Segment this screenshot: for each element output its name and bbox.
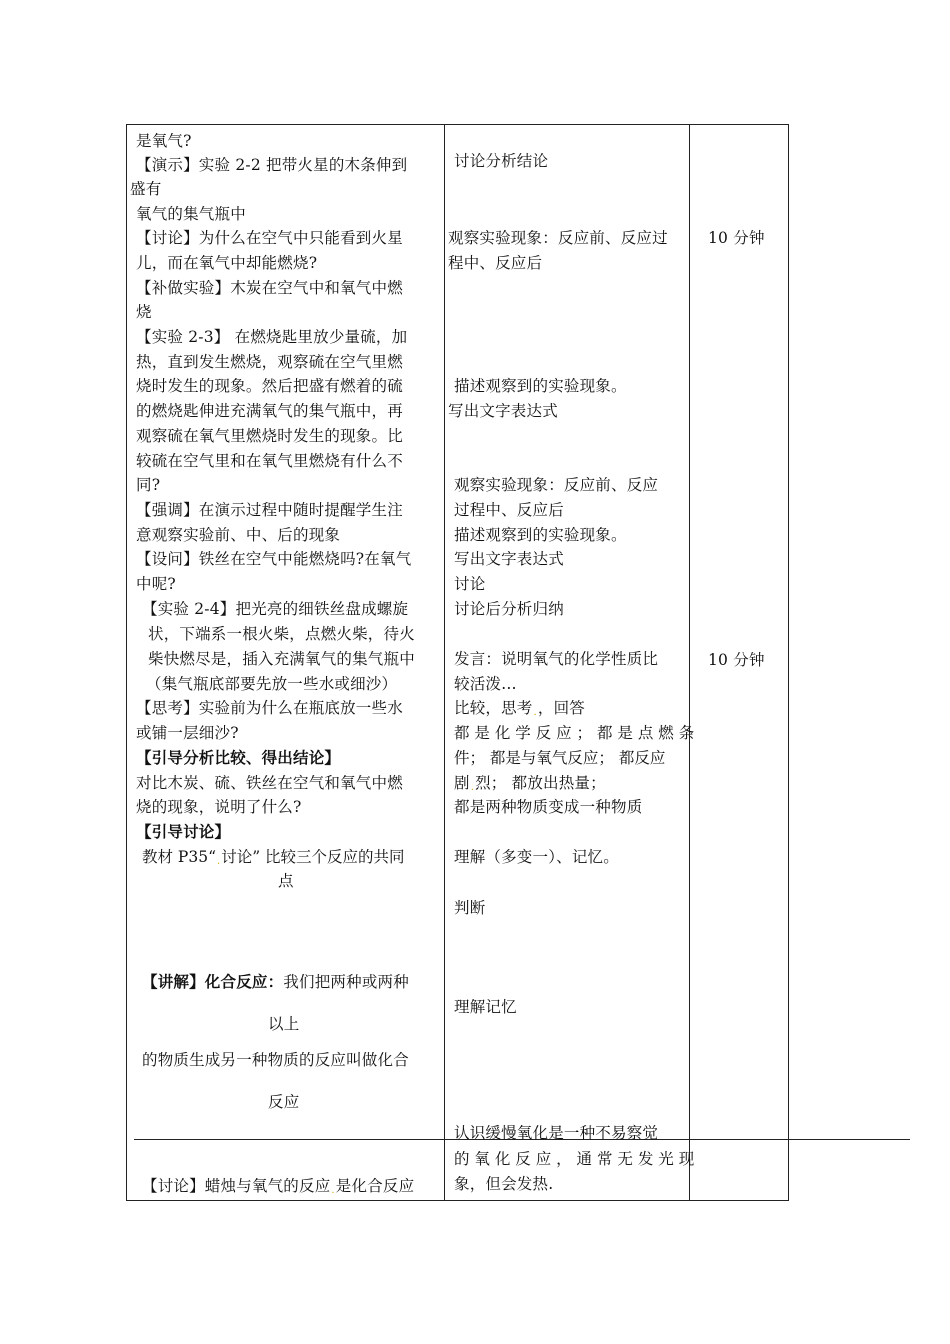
col2-line: 写出文字表达式 [448, 402, 558, 420]
col2-line: 描述观察到的实验现象。 [454, 377, 627, 395]
col1-line: 【补做实验】木炭在空气中和氧气中燃 [136, 279, 403, 297]
col1-line: 【强调】在演示过程中随时提醒学生注 [136, 501, 403, 519]
col1-text: 我们把两种或两种 [283, 973, 409, 991]
time-allocation: 10 分钟 [708, 229, 765, 247]
col2-line: 判断 [454, 899, 486, 917]
col1-line: 【实验 2-4】把光亮的细铁丝盘成螺旋 [142, 600, 409, 618]
col2-text: 比较，思考 [454, 699, 533, 717]
col1-line: 同? [136, 476, 161, 494]
col1-text: 【讨论】蜡烛与氧气的反应 [142, 1177, 331, 1195]
col1-line: 反应 [268, 1093, 300, 1111]
col2-line: 理解记忆 [454, 998, 517, 1016]
col1-line: 的燃烧匙伸进充满氧气的集气瓶中，再 [136, 402, 403, 420]
col1-line [142, 972, 409, 992]
col1-line: 以上 [268, 1015, 300, 1033]
col1-line: 【实验 2-3】 在燃烧匙里放少量硫，加 [136, 328, 408, 346]
col1-line: 烧时发生的现象。然后把盛有燃着的硫 [136, 377, 403, 395]
col2-line: 件； 都是与氧气反应； 都反应 [454, 749, 666, 767]
col1-line: 热，直到发生燃烧，观察硫在空气里燃 [136, 353, 403, 371]
col2-line: 都 是 化 学 反 应 ； 都 是 点 燃 条 [454, 724, 695, 742]
col1-line: 柴快燃尽是，插入充满氧气的集气瓶中 [148, 650, 415, 668]
col1-line: 较硫在空气里和在氧气里燃烧有什么不 [136, 452, 403, 470]
col2-line: 较活泼… [454, 675, 517, 693]
small-mark: . [217, 856, 221, 867]
col1-line: 或铺一层细沙? [136, 724, 239, 742]
col1-text: 教材 P35“ [142, 848, 217, 866]
column-divider-2 [689, 124, 690, 1201]
col1-line: 是氧气? [136, 132, 192, 150]
col2-line: 讨论 [454, 575, 486, 593]
col1-line: 烧的现象，说明了什么? [136, 798, 302, 816]
col1-line: 【讨论】为什么在空气中只能看到火星 [136, 229, 403, 247]
col2-text: 剧 [454, 774, 470, 792]
col1-line: （集气瓶底部要先放一些水或细沙） [146, 675, 398, 693]
col1-heading: 【引导讨论】 [136, 822, 231, 841]
small-mark: . [533, 707, 537, 718]
col2-line: 象，但会发热. [454, 1175, 554, 1193]
col2-line: 写出文字表达式 [454, 550, 564, 568]
col1-line: 氧气的集气瓶中 [136, 205, 246, 223]
col1-line: 点 [278, 872, 294, 890]
col1-line [142, 1176, 414, 1201]
col1-line: 【设问】铁丝在空气中能燃烧吗?在氧气 [136, 550, 412, 568]
small-mark: . [331, 1185, 335, 1196]
col1-line: 盛有 [130, 180, 162, 198]
col2-line: 观察实验现象：反应前、反应 [454, 476, 659, 494]
col2-line: 程中、反应后 [448, 254, 543, 272]
col1-heading: 【引导分析比较、得出结论】 [136, 748, 341, 767]
col2-text: 烈； 都放出热量； [475, 774, 606, 792]
col1-term: 【讲解】化合反应： [142, 972, 284, 991]
col2-line: 讨论分析结论 [454, 152, 549, 170]
col2-text: ，回答 [537, 699, 586, 717]
column-divider-1 [444, 124, 445, 1201]
col2-line [454, 773, 606, 798]
col1-line: 状，下端系一根火柴，点燃火柴，待火 [148, 625, 415, 643]
col1-line: 对比木炭、硫、铁丝在空气和氧气中燃 [136, 774, 403, 792]
col2-line: 讨论后分析归纳 [454, 600, 564, 618]
col1-line: 【思考】实验前为什么在瓶底放一些水 [136, 699, 403, 717]
col1-line: 的物质生成另一种物质的反应叫做化合 [142, 1051, 409, 1069]
col1-line: 烧 [136, 303, 152, 321]
col2-line: 认识缓慢氧化是一种不易察觉 [454, 1124, 659, 1142]
col2-line: 描述观察到的实验现象。 [454, 526, 627, 544]
col2-line: 都是两种物质变成一种物质 [454, 798, 643, 816]
col1-text: 是化合反应 [335, 1177, 415, 1195]
col2-line: 的 氧 化 反 应 ， 通 常 无 发 光 现 [454, 1150, 695, 1168]
col1-line: 观察硫在氧气里燃烧时发生的现象。比 [136, 427, 403, 445]
col2-line [454, 698, 585, 723]
col2-line: 观察实验现象：反应前、反应过 [448, 229, 668, 247]
col1-text: 讨论” 比较三个反应的共同 [221, 848, 405, 866]
col2-line: 过程中、反应后 [454, 501, 564, 519]
time-allocation: 10 分钟 [708, 651, 765, 669]
col2-line: 发言：说明氧气的化学性质比 [454, 650, 659, 668]
col1-line: 【演示】实验 2-2 把带火星的木条伸到 [136, 156, 408, 174]
col1-line: 意观察实验前、中、后的现象 [136, 526, 341, 544]
col2-line: 理解（多变一）、记忆。 [454, 848, 619, 866]
col1-line [142, 847, 405, 872]
small-mark: . [470, 782, 475, 793]
col1-line: 中呢? [136, 575, 176, 593]
col1-line: 儿，而在氧气中却能燃烧? [136, 254, 318, 272]
